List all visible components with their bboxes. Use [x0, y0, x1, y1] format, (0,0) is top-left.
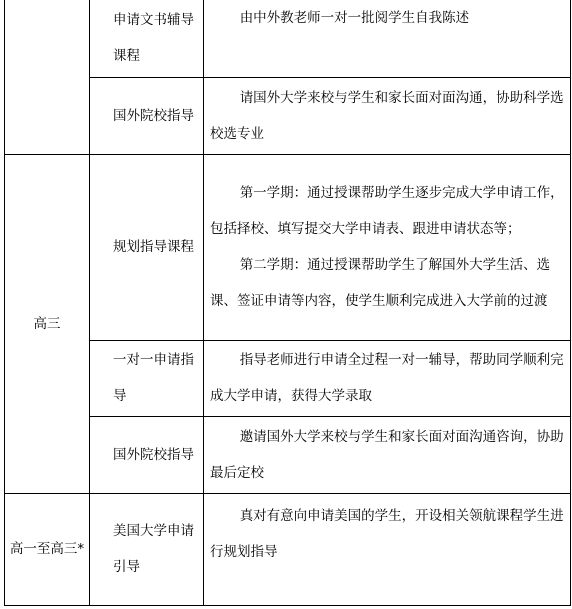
table-row: [5, 340, 571, 416]
table-row: [5, 493, 571, 605]
description-cell: [204, 154, 571, 340]
table-row: [5, 154, 571, 340]
description-text: 第一学期：通过授课帮助学生逐步完成大学申请工作，包括择校、填写提交大学申请表、跟进申请状态等；: [210, 185, 564, 237]
description-cell: [204, 493, 571, 605]
course-cell: 申请文书辅导课程: [90, 0, 204, 77]
description-text: 邀请国外大学来校与学生和家长面对面沟通咨询，协助最后定校: [210, 428, 564, 481]
stage-cell-continued: [5, 0, 90, 154]
description-cell: [204, 416, 571, 493]
table-row: [5, 0, 571, 77]
course-cell: 规划指导课程: [90, 154, 204, 340]
description-text: 由中外教老师一对一批阅学生自我陈述: [239, 10, 470, 26]
description-text: 指导老师进行申请全过程一对一辅导，帮助同学顺利完成大学申请，获得大学录取: [210, 352, 564, 404]
table-row: [5, 416, 571, 493]
course-cell: 美国大学申请引导: [90, 493, 204, 605]
course-cell: 一对一申请指导: [90, 340, 204, 416]
description-text: 真对有意向申请美国的学生，开设相关领航课程学生进行规划指导: [210, 507, 564, 560]
stage-cell: 高一至高三*: [5, 493, 90, 605]
course-cell: 国外院校指导: [90, 416, 204, 493]
description-cell: [204, 77, 571, 154]
stage-cell: 高三: [5, 154, 90, 493]
course-cell: 国外院校指导: [90, 77, 204, 154]
description-text: 第二学期：通过授课帮助学生了解国外大学生活、选课、签证申请等内容，使学生顺利完成进入大学前的过渡: [210, 257, 551, 309]
description-text: 请国外大学来校与学生和家长面对面沟通，协助科学选校选专业: [210, 89, 564, 142]
program-table: [4, 0, 571, 606]
description-cell: [204, 340, 571, 416]
table-row: [5, 77, 571, 154]
description-cell: [204, 0, 571, 77]
